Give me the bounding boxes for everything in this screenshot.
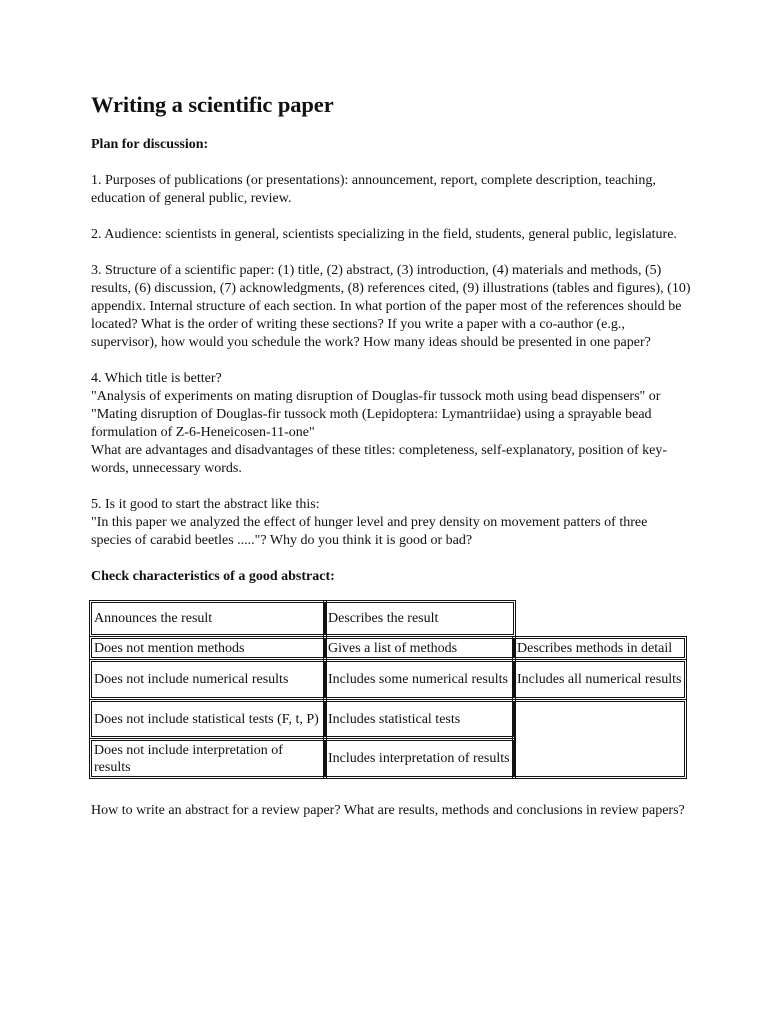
table-cell	[325, 701, 514, 737]
cell-text: Does not include statistical tests (F, t, P)	[94, 711, 319, 727]
check-heading: Check characteristics of a good abstract:	[91, 569, 335, 584]
cell-text: Announces the result	[94, 611, 213, 626]
cell-text: Does not mention methods	[94, 640, 245, 656]
table-cell	[514, 661, 685, 698]
cell-text: Includes some numerical results	[328, 672, 509, 687]
cell-text: Includes interpretation of results	[328, 751, 510, 766]
cell-text: Does not include numerical results	[94, 672, 289, 687]
table-cell	[91, 602, 325, 635]
document-content	[91, 92, 691, 820]
page-title: Writing a scientific paper	[91, 92, 334, 117]
item-titles-option-a: "Analysis of experiments on mating disruption of Douglas-fir tussock moth using bead dispensers" or	[91, 389, 661, 404]
table-cell	[325, 602, 514, 635]
item-abstract-start	[91, 496, 691, 550]
item-structure: 3. Structure of a scientific paper: (1) title, (2) abstract, (3) introduction, (4) materials and methods, (5) results, (6) discussion, (7) acknowledgments, (8) references cited, (9) illustrations (tables and figures), (10) appendix. Internal structure of each section. In what portion of the paper most of the references should be located? What is the order of writing these sections? If you write a paper with a co-author (e.g., supervisor), how would you schedule the work? How many ideas should be presented in one paper?	[91, 263, 691, 350]
item-purposes: 1. Purposes of publications (or presentations): announcement, report, complete description, teaching, education of general public, review.	[91, 173, 656, 206]
table-cell	[91, 701, 325, 737]
table-cell	[91, 661, 325, 698]
table-cell-empty	[514, 701, 685, 777]
item-titles	[91, 370, 691, 478]
table-cell	[514, 638, 685, 658]
cell-text: Includes all numerical results	[517, 672, 682, 687]
item-titles-option-b: "Mating disruption of Douglas-fir tussock moth (Lepidoptera: Lymantriidae) using a sprayable bead formulation of Z-6-Heneicosen-11-one"	[91, 407, 652, 440]
table-cell	[91, 740, 325, 777]
item-titles-followup: What are advantages and disadvantages of these titles: completeness, self-explanatory, position of key-words, unnecessary words.	[91, 443, 668, 476]
item-titles-question: 4. Which title is better?	[91, 371, 222, 386]
cell-text: Does not include interpretation of results	[94, 742, 283, 775]
cell-text: Describes the result	[328, 611, 439, 626]
table-cell	[325, 740, 514, 777]
table-cell	[325, 638, 514, 658]
item-abstract-example: "In this paper we analyzed the effect of hunger level and prey density on movement patters of three species of carabid beetles ....."? Why do you think it is good or bad?	[91, 515, 648, 548]
closing-question: How to write an abstract for a review paper? What are results, methods and conclusions in review papers?	[91, 803, 685, 818]
cell-text: Includes statistical tests	[328, 711, 461, 727]
cell-text: Describes methods in detail	[517, 640, 673, 656]
table-cell	[91, 638, 325, 658]
abstract-characteristics-table	[91, 602, 691, 780]
plan-heading: Plan for discussion:	[91, 137, 209, 152]
table-cell	[325, 661, 514, 698]
item-abstract-question: 5. Is it good to start the abstract like this:	[91, 497, 320, 512]
item-audience: 2. Audience: scientists in general, scientists specializing in the field, students, general public, legislature.	[91, 227, 677, 242]
cell-text: Gives a list of methods	[328, 640, 458, 656]
